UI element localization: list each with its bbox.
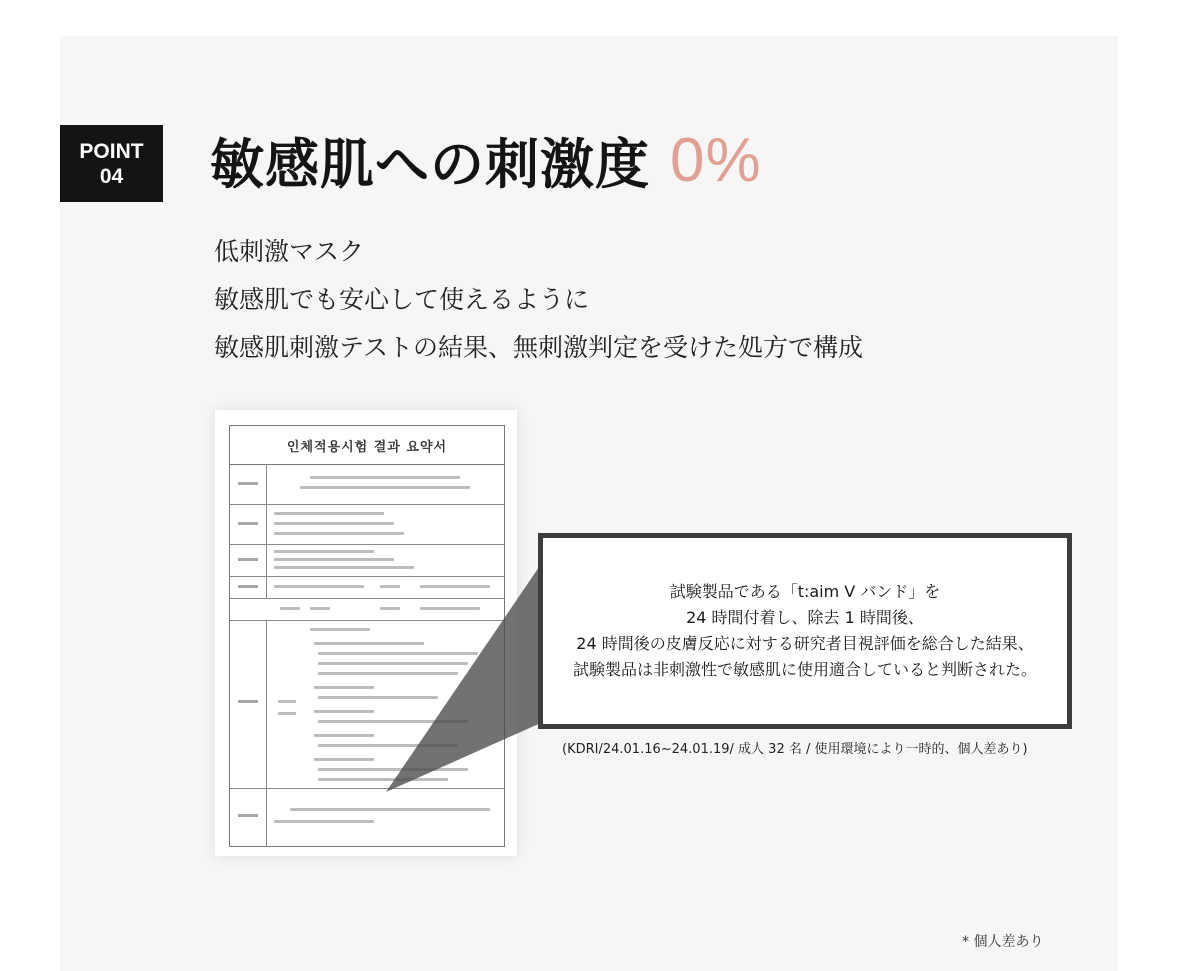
certificate-row [230, 504, 504, 545]
test-result-callout [538, 533, 1072, 729]
source-note: (KDRI/24.01.16~24.01.19/ 成人 32 名 / 使用環境により一時的、個人差あり) [562, 742, 1028, 757]
description-line: 低刺激マスク [214, 237, 365, 266]
certificate-row [230, 544, 504, 577]
point-badge-number: 04 [99, 164, 124, 188]
certificate-row [230, 788, 504, 846]
certificate-row [230, 464, 504, 505]
title-percent: 0% [670, 125, 762, 195]
certificate-frame [229, 425, 505, 847]
description-line: 敏感肌でも安心して使えるように [214, 285, 590, 314]
description-line: 敏感肌刺激テストの結果、無刺激判定を受けた処方で構成 [214, 333, 864, 362]
certificate-row [230, 620, 504, 789]
callout-line: 試験製品である「t:aim V バンド」を [669, 582, 941, 601]
callout-line: 24 時間付着し、除去 1 時間後、 [686, 608, 924, 627]
test-certificate-image [215, 410, 517, 856]
page-title [210, 120, 762, 200]
point-badge-label: POINT [79, 139, 144, 163]
certificate-row [230, 598, 504, 621]
certificate-heading: 인체적용시험 결과 요약서 [230, 426, 504, 465]
callout-line: 24 時間後の皮膚反応に対する研究者目視評価を総合した結果、 [576, 634, 1034, 653]
callout-line: 試験製品は非刺激性で敏感肌に使用適合していると判断された。 [572, 660, 1037, 679]
point-badge [60, 125, 163, 202]
footnote: * 個人差あり [962, 934, 1044, 950]
title-text: 敏感肌への刺激度 [210, 132, 650, 196]
certificate-row [230, 576, 504, 599]
description [214, 228, 863, 372]
